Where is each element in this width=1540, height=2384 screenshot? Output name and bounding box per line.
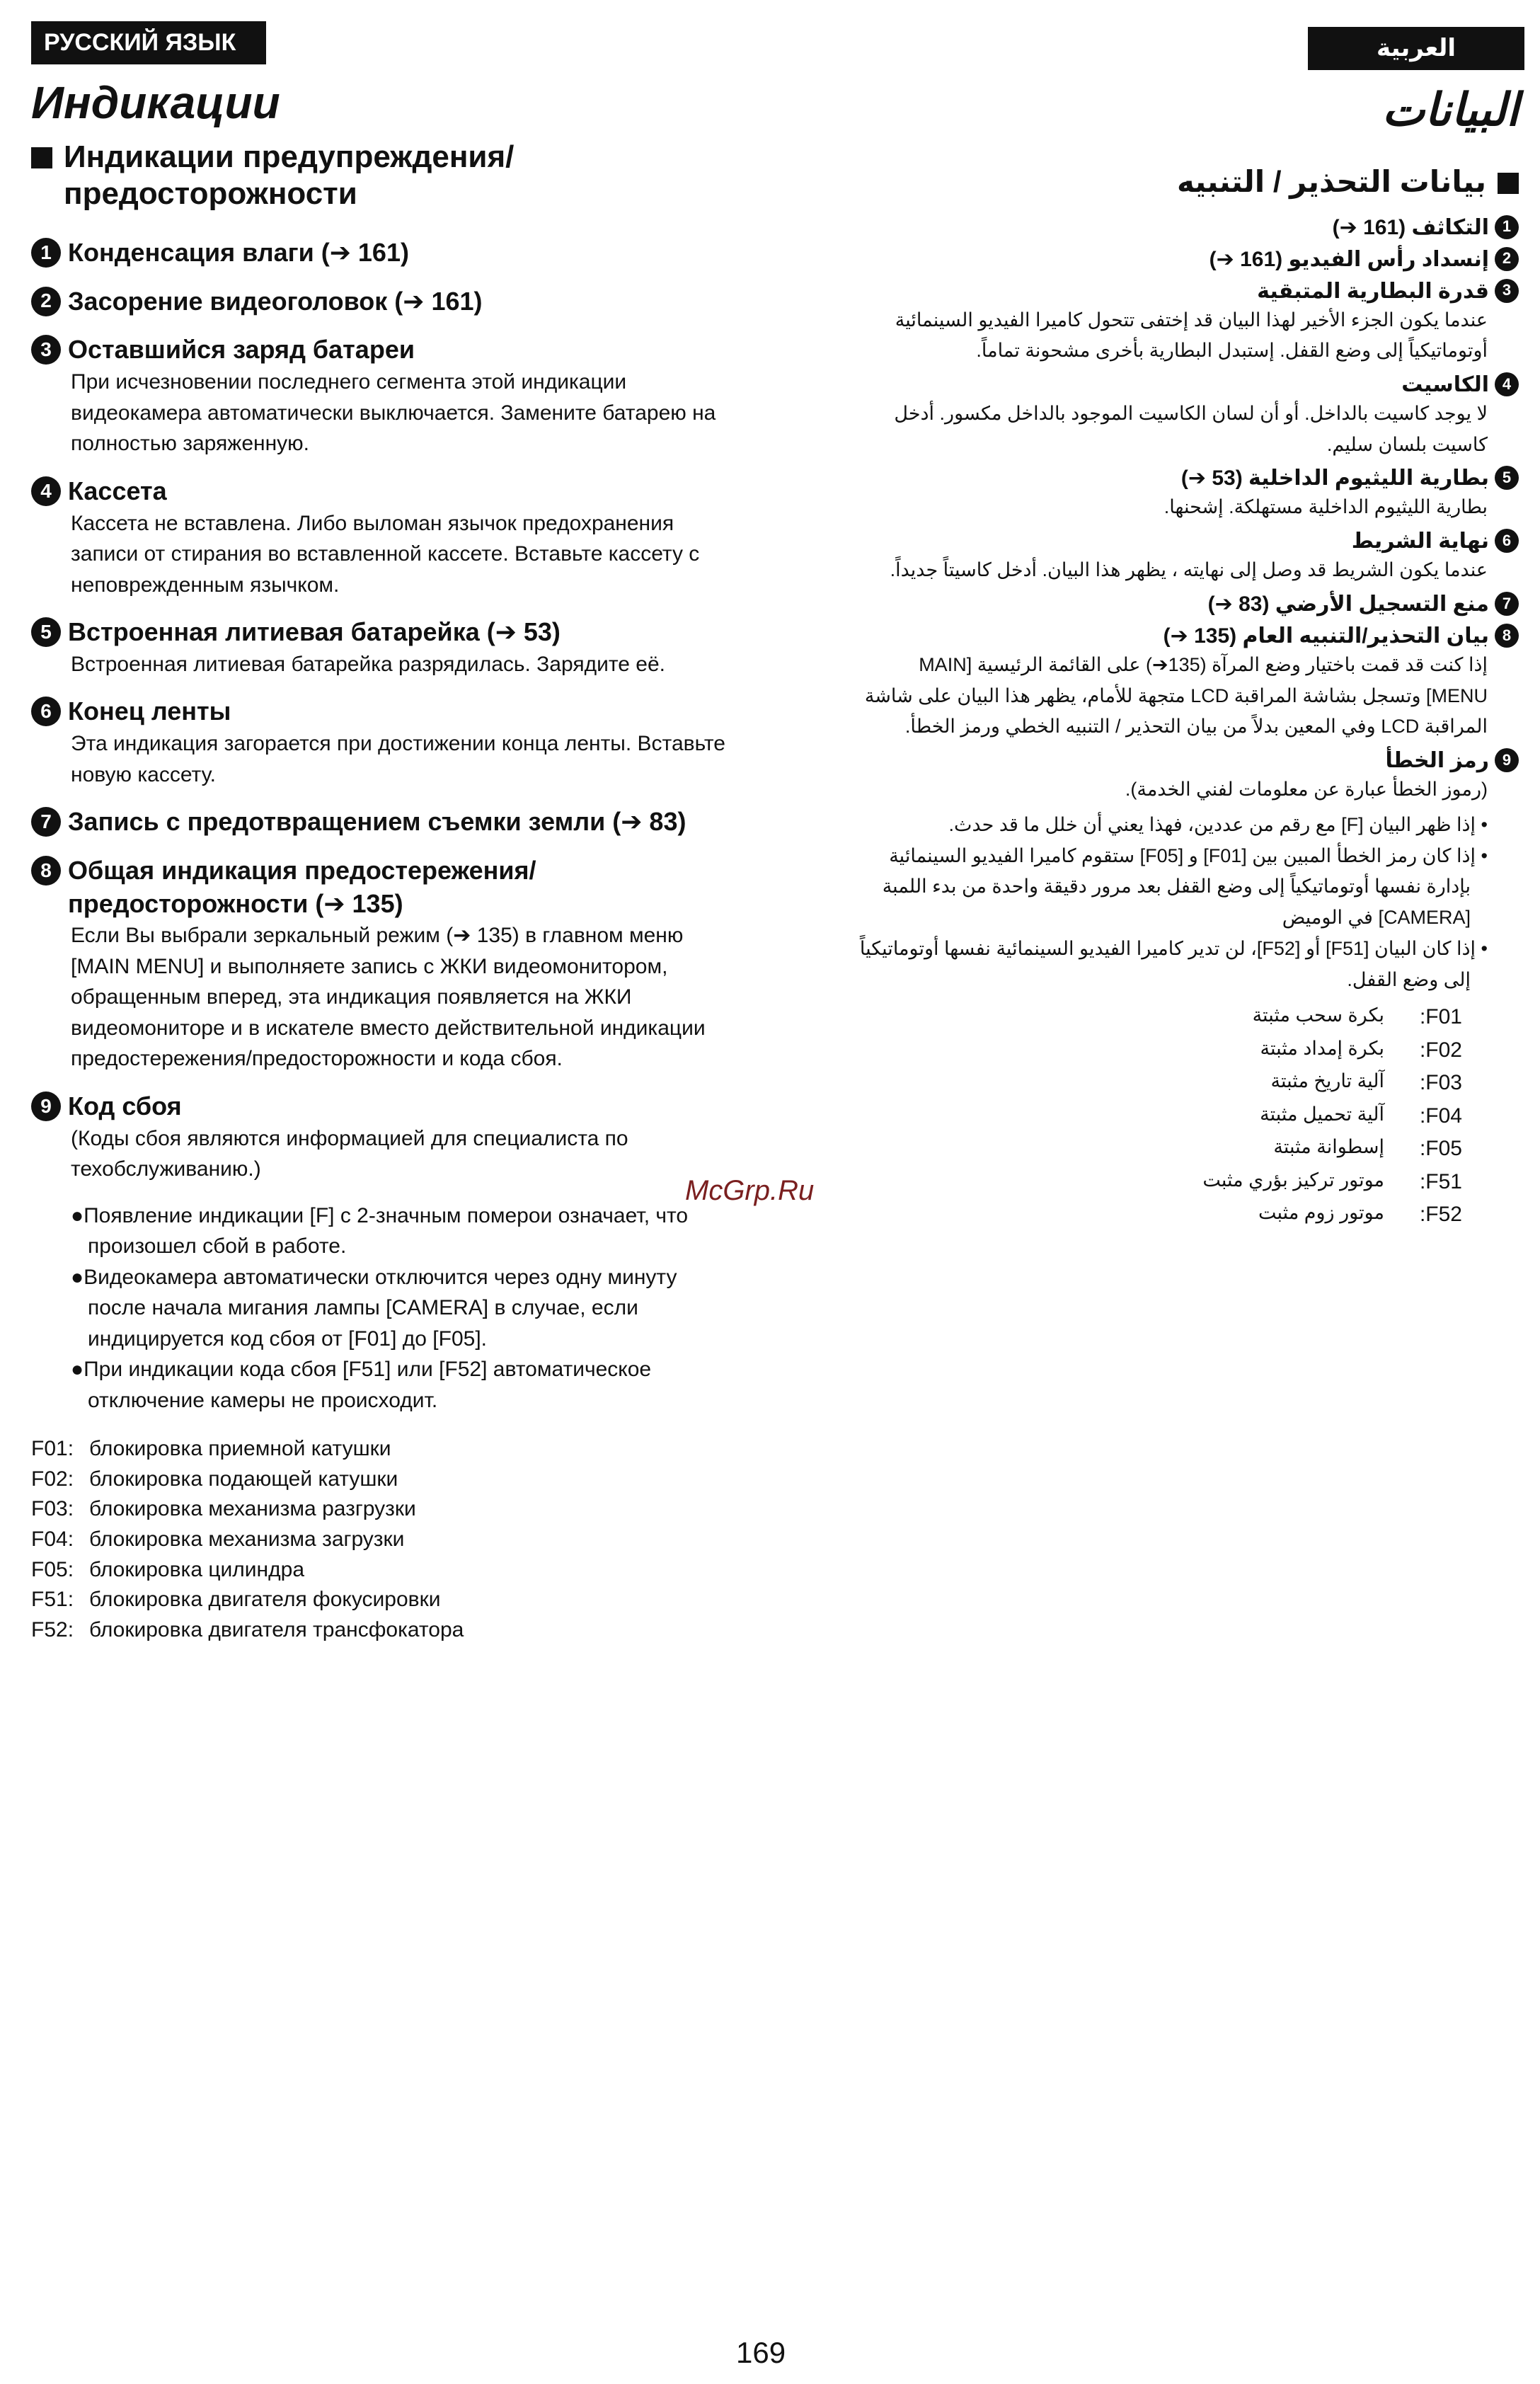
number-circle-icon: 1 <box>31 238 61 268</box>
indicator-title: التكاثف (161 ➔) <box>1332 215 1489 239</box>
indicator-heading <box>31 695 739 728</box>
error-code-row <box>854 1067 1462 1100</box>
number-circle-icon: 1 <box>1495 215 1519 239</box>
number-circle-icon: 3 <box>1495 279 1519 303</box>
error-code-description: блокировка механизма разгрузки <box>89 1497 416 1521</box>
indicator-heading <box>31 285 739 319</box>
indicator-title: الكاسيت <box>1401 373 1489 397</box>
language-tab-arabic: العربية <box>1308 27 1524 70</box>
indicator-heading <box>854 747 1519 774</box>
number-circle-icon: 6 <box>31 697 61 726</box>
section-heading-russian <box>31 139 739 212</box>
indicator-title: Кассета <box>68 476 167 505</box>
error-code: F03: <box>31 1497 74 1521</box>
error-code-row <box>31 1434 739 1465</box>
indicator-heading <box>854 464 1519 492</box>
indicator-list-arabic <box>854 214 1519 806</box>
indicator-title: قدرة البطارية المتبقية <box>1257 279 1489 303</box>
error-code-description: блокировка двигателя фокусировки <box>89 1588 441 1612</box>
indicator-heading <box>854 246 1519 273</box>
error-code-description: блокировка приемной катушки <box>89 1437 391 1461</box>
error-code-notes-russian <box>31 1200 739 1416</box>
indicator-description: Если Вы выбрали зеркальный режим (➔ 135) в главном меню [MAIN MENU] и выполняете запись с ЖКИ видеомонитором, обращенным вперед, эта индикация появляется на ЖКИ видеомониторе и в искателе вместо действительной индикации предостережения/предосторожности и кода сбоя. <box>71 924 706 1071</box>
error-code-row <box>854 1001 1462 1034</box>
error-code-row <box>854 1198 1462 1232</box>
error-code-table-arabic <box>854 1001 1462 1232</box>
number-circle-icon: 3 <box>31 335 61 365</box>
indicator-item <box>854 747 1519 806</box>
indicator-title: بيان التحذير/التنبيه العام (135 ➔) <box>1163 624 1489 648</box>
indicator-heading <box>31 1090 739 1123</box>
bullet-note: • إذا كان البيان [F51] أو [F52]، لن تدير كاميرا الفيديو السينمائية نفسها أوتوماتيكياً إلى وضع القفل. <box>859 937 1488 990</box>
indicator-title: رمز الخطأ <box>1385 749 1489 773</box>
indicator-heading <box>31 236 739 270</box>
number-circle-icon: 8 <box>31 856 61 886</box>
error-code-description: إسطوانة مثبتة <box>1273 1136 1384 1158</box>
indicator-item <box>31 333 739 459</box>
bullet-note: • إذا ظهر البيان [F] مع رقم من عددين، فهذا يعني أن خلل ما قد حدث. <box>948 813 1488 835</box>
indicator-heading <box>854 590 1519 618</box>
number-circle-icon: 2 <box>31 287 61 316</box>
error-code: F52: <box>1419 1203 1462 1227</box>
indicator-item <box>854 246 1519 273</box>
indicator-list-russian <box>31 236 739 1185</box>
indicator-item <box>31 854 739 1074</box>
indicator-title: Конденсация влаги (➔ 161) <box>68 237 409 267</box>
indicator-item <box>31 475 739 600</box>
error-code-description: موتور زوم مثبت <box>1258 1202 1384 1224</box>
error-code-description: موتور تركيز بؤري مثبت <box>1202 1169 1384 1191</box>
indicator-item <box>854 622 1519 743</box>
section-heading-text: Индикации предупреждения/ предосторожности <box>64 139 515 211</box>
page-title-russian: Индикации <box>31 77 280 128</box>
page-number: 169 <box>736 2336 786 2369</box>
error-code: F51: <box>1419 1169 1462 1193</box>
error-code-row <box>31 1555 739 1586</box>
indicator-heading <box>31 475 739 508</box>
error-code-description: بكرة إمداد مثبتة <box>1260 1037 1384 1059</box>
indicator-title: Оставшийся заряд батареи <box>68 335 415 365</box>
indicator-description: لا يوجد كاسيت بالداخل. أو أن لسان الكاسيت الموجود بالداخل مكسور. أدخل كاسيت بلسان سليم. <box>894 403 1488 455</box>
indicator-description: При исчезновении последнего сегмента этой индикации видеокамера автоматически выключается. Замените батарею на полностью заряженную. <box>71 370 716 456</box>
number-circle-icon: 9 <box>1495 748 1519 772</box>
error-code-table-russian <box>31 1434 739 1645</box>
indicator-heading <box>854 214 1519 241</box>
error-code: F02: <box>31 1467 74 1491</box>
watermark-text: McGrp.Ru <box>685 1175 815 1206</box>
indicator-item <box>854 527 1519 586</box>
indicator-item <box>854 214 1519 241</box>
error-code-description: блокировка двигателя трансфокатора <box>89 1617 464 1641</box>
bullet-note: • إذا كان رمز الخطأ المبين بين [F01] و [F05] ستقوم كاميرا الفيديو السينمائية بإدارة نفسها أوتوماتيكياً إلى وضع القفل بعد مرور دقيقة واحدة من بدء اللمبة [CAMERA] في الوميض <box>882 844 1488 929</box>
indicator-description: Встроенная литиевая батарейка разрядилась. Зарядите её. <box>71 652 665 676</box>
russian-column <box>31 139 739 1645</box>
error-code: F52: <box>31 1617 74 1641</box>
error-code: F01: <box>1419 1005 1462 1029</box>
error-code: F03: <box>1419 1071 1462 1095</box>
indicator-description: Эта индикация загорается при достижении конца ленты. Вставьте новую кассету. <box>71 732 725 786</box>
indicator-title: Встроенная литиевая батарейка (➔ 53) <box>68 617 561 646</box>
indicator-title: منع التسجيل الأرضي (83 ➔) <box>1207 592 1489 616</box>
number-circle-icon: 6 <box>1495 529 1519 553</box>
error-code-description: آلية تحميل مثبتة <box>1260 1103 1384 1125</box>
error-code: F05: <box>1419 1137 1462 1161</box>
indicator-heading <box>31 616 739 649</box>
error-code: F05: <box>31 1557 74 1581</box>
square-bullet-icon <box>1498 173 1519 194</box>
error-code-notes-arabic <box>854 810 1519 995</box>
indicator-heading <box>854 622 1519 650</box>
number-circle-icon: 7 <box>31 807 61 837</box>
indicator-item <box>31 1090 739 1185</box>
indicator-title: نهاية الشريط <box>1351 529 1489 554</box>
error-code-description: блокировка цилиндра <box>89 1557 304 1581</box>
error-code-row <box>854 1100 1462 1133</box>
bullet-note: ●При индикации кода сбоя [F51] или [F52] автоматическое отключение камеры не происходит. <box>71 1358 652 1412</box>
number-circle-icon: 4 <box>31 476 61 506</box>
error-code-row <box>31 1465 739 1495</box>
indicator-title: Конец ленты <box>68 697 231 726</box>
error-code-row <box>854 1034 1462 1067</box>
page-title-arabic: البيانات <box>1382 84 1519 135</box>
language-tab-russian: РУССКИЙ ЯЗЫК <box>31 21 266 64</box>
indicator-title: بطارية الليثيوم الداخلية (53 ➔) <box>1180 466 1489 491</box>
indicator-item <box>31 616 739 680</box>
number-circle-icon: 5 <box>31 617 61 647</box>
indicator-item <box>854 590 1519 618</box>
number-circle-icon: 4 <box>1495 372 1519 396</box>
indicator-heading <box>31 854 739 921</box>
indicator-description: (Коды сбоя являются информацией для специалиста по техобслуживанию.) <box>71 1126 628 1181</box>
indicator-item <box>31 806 739 839</box>
error-code-row <box>31 1525 739 1555</box>
indicator-heading <box>854 527 1519 555</box>
error-code-row <box>854 1133 1462 1166</box>
indicator-item <box>31 285 739 319</box>
indicator-description: بطارية الليثيوم الداخلية مستهلكة. إشحنها. <box>1163 496 1488 518</box>
indicator-item <box>31 695 739 790</box>
bullet-note: ●Видеокамера автоматически отключится через одну минуту после начала мигания лампы [CAMERA] в случае, если индицируется код сбоя от [F01] до [F05]. <box>71 1265 677 1351</box>
error-code: F04: <box>31 1528 74 1552</box>
error-code-description: بكرة سحب مثبتة <box>1252 1004 1384 1026</box>
indicator-heading <box>31 806 739 839</box>
indicator-description: Кассета не вставлена. Либо выломан язычок предохранения записи от стирания во вставленной кассете. Вставьте кассету с неповрежденным язычком. <box>71 511 700 597</box>
indicator-description: عندما يكون الجزء الأخير لهذا البيان قد إختفى تتحول كاميرا الفيديو السينمائية أوتوماتيكياً إلى وضع القفل. إستبدل البطارية بأخرى مشحونة تماماً. <box>895 309 1488 362</box>
error-code-description: блокировка механизма загрузки <box>89 1528 405 1552</box>
indicator-title: Запись с предотвращением съемки земли (➔ 83) <box>68 807 686 837</box>
indicator-title: Общая индикация предостережения/ предосторожности (➔ 135) <box>68 855 536 918</box>
error-code: F02: <box>1419 1038 1462 1062</box>
error-code: F01: <box>31 1437 74 1461</box>
error-code-row <box>31 1585 739 1615</box>
number-circle-icon: 8 <box>1495 624 1519 648</box>
error-code-row <box>31 1494 739 1525</box>
error-code-description: آلية تاريخ مثبتة <box>1270 1070 1384 1092</box>
error-code-description: блокировка подающей катушки <box>89 1467 398 1491</box>
number-circle-icon: 5 <box>1495 466 1519 490</box>
indicator-item <box>31 236 739 270</box>
indicator-item <box>854 277 1519 367</box>
section-heading-text: بيانات التحذير / التنبيه <box>1176 165 1486 198</box>
error-code-row <box>31 1615 739 1646</box>
number-circle-icon: 2 <box>1495 247 1519 271</box>
bullet-note: ●Появление индикации [F] с 2-значным померои означает, что произошел сбой в работе. <box>71 1203 689 1259</box>
indicator-heading <box>854 277 1519 305</box>
indicator-item <box>854 464 1519 523</box>
section-heading-arabic <box>854 164 1519 200</box>
error-code: F04: <box>1419 1104 1462 1128</box>
error-code: F51: <box>31 1588 74 1612</box>
indicator-item <box>854 371 1519 460</box>
error-code-row <box>854 1166 1462 1199</box>
number-circle-icon: 7 <box>1495 592 1519 616</box>
indicator-heading <box>854 371 1519 399</box>
indicator-title: Засорение видеоголовок (➔ 161) <box>68 286 483 316</box>
indicator-heading <box>31 333 739 367</box>
indicator-title: Код сбоя <box>68 1091 182 1121</box>
number-circle-icon: 9 <box>31 1091 61 1121</box>
indicator-description: إذا كنت قد قمت باختيار وضع المرآة (135➔) على القائمة الرئيسية [MAIN MENU] وتسجل بشاشة المراقبة LCD متجهة للأمام، يظهر هذا البيان على شاشة المراقبة LCD وفي المعين بدلاً من بيان التحذير / التنبيه الخطي ورمز الخطأ. <box>864 653 1488 738</box>
square-bullet-icon <box>31 147 52 168</box>
indicator-title: إنسداد رأس الفيديو (161 ➔) <box>1209 247 1489 271</box>
indicator-description: (رموز الخطأ عبارة عن معلومات لفني الخدمة). <box>1125 779 1488 801</box>
indicator-description: عندما يكون الشريط قد وصل إلى نهايته ، يظهر هذا البيان. أدخل كاسيتاً جديداً. <box>890 559 1488 581</box>
arabic-column <box>854 164 1519 1232</box>
